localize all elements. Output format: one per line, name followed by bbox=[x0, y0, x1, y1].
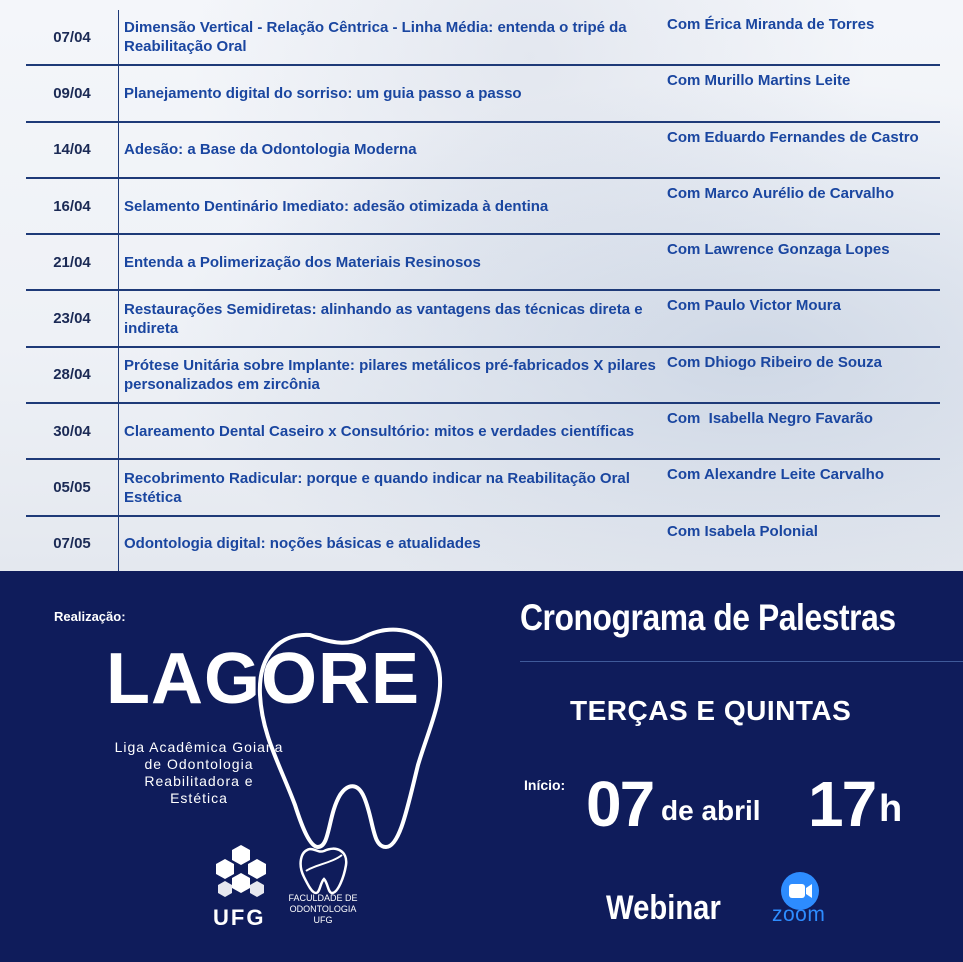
lecture-title: Restaurações Semidiretas: alinhando as vantagens das técnicas direta e indireta bbox=[124, 300, 643, 337]
lecture-title: Dimensão Vertical - Relação Cêntrica - Linha Média: entenda o tripé da Reabilitação Oral bbox=[124, 19, 627, 56]
table-row bbox=[26, 348, 940, 404]
lecture-date: 23/04 bbox=[26, 291, 119, 345]
lecture-date: 16/04 bbox=[26, 179, 119, 233]
faculdade-tooth-icon bbox=[294, 841, 352, 897]
lecture-speaker: Com Eduardo Fernandes de Castro bbox=[667, 128, 919, 146]
ufg-logo-text: UFG bbox=[213, 905, 266, 930]
table-row bbox=[26, 123, 940, 179]
page-title: Cronograma de Palestras bbox=[520, 597, 896, 638]
liga-line: Reabilitadora e bbox=[144, 773, 254, 789]
platform-label: Webinar bbox=[606, 889, 721, 927]
liga-line: de Odontologia bbox=[144, 756, 254, 772]
liga-line: Estética bbox=[170, 790, 228, 806]
table-row bbox=[26, 235, 940, 291]
schedule-table bbox=[26, 10, 940, 571]
table-row bbox=[26, 179, 940, 235]
lecture-speaker: Com Dhiogo Ribeiro de Souza bbox=[667, 353, 883, 371]
lecture-date: 21/04 bbox=[26, 235, 119, 289]
lecture-speaker: Com Alexandre Leite Carvalho bbox=[667, 466, 885, 484]
lecture-title: Clareamento Dental Caseiro x Consultório: mitos e verdades científicas bbox=[124, 422, 635, 440]
lecture-speaker: Com Murillo Martins Leite bbox=[667, 72, 851, 90]
faculdade-line: FACULDADE DE bbox=[288, 893, 358, 903]
lecture-date: 05/05 bbox=[26, 460, 119, 514]
lecture-date: 07/05 bbox=[26, 517, 119, 571]
lecture-date: 07/04 bbox=[26, 10, 119, 64]
zoom-logo-text: zoom bbox=[772, 903, 826, 926]
lecture-speaker: Com Lawrence Gonzaga Lopes bbox=[667, 241, 890, 259]
lecture-speaker: Com Isabela Polonial bbox=[667, 522, 818, 540]
lecture-date: 14/04 bbox=[26, 123, 119, 177]
lagore-logo-text: LAGORE bbox=[106, 639, 421, 719]
days-label: TERÇAS E QUINTAS bbox=[570, 695, 852, 726]
start-month: de abril bbox=[661, 795, 761, 826]
liga-description bbox=[104, 739, 294, 807]
lecture-speaker: Com Paulo Victor Moura bbox=[667, 297, 841, 315]
lecture-title: Recobrimento Radicular: porque e quando indicar na Reabilitação Oral Estética bbox=[124, 469, 630, 506]
start-hour: 17 bbox=[808, 768, 876, 840]
table-row bbox=[26, 10, 940, 66]
footer-banner bbox=[0, 571, 963, 962]
divider bbox=[520, 661, 963, 662]
lecture-speaker: Com Érica Miranda de Torres bbox=[667, 16, 875, 33]
lecture-title: Entenda a Polimerização dos Materiais Resinosos bbox=[124, 253, 481, 271]
faculdade-line: UFG bbox=[313, 915, 333, 925]
lecture-date: 09/04 bbox=[26, 66, 119, 120]
lecture-title: Selamento Dentinário Imediato: adesão otimizada à dentina bbox=[124, 197, 549, 215]
start-label: Início: bbox=[524, 777, 566, 793]
table-row bbox=[26, 291, 940, 347]
hour-unit: h bbox=[879, 788, 903, 830]
lecture-title: Odontologia digital: noções básicas e atualidades bbox=[124, 535, 481, 553]
faculdade-line: ODONTOLOGIA bbox=[289, 904, 357, 914]
realizacao-label: Realização: bbox=[54, 609, 126, 624]
faculdade-text bbox=[283, 893, 363, 926]
table-row bbox=[26, 66, 940, 122]
liga-line: Liga Acadêmica Goiana bbox=[114, 739, 284, 755]
table-row bbox=[26, 517, 940, 571]
lecture-title: Planejamento digital do sorriso: um guia passo a passo bbox=[124, 84, 522, 102]
lecture-speaker: Com Marco Aurélio de Carvalho bbox=[667, 184, 894, 202]
start-day: 07 bbox=[586, 768, 654, 840]
ufg-hexagons-icon bbox=[212, 843, 270, 901]
lecture-date: 28/04 bbox=[26, 348, 119, 402]
table-row bbox=[26, 460, 940, 516]
table-row bbox=[26, 404, 940, 460]
lecture-speaker: Com Isabella Negro Favarão bbox=[667, 410, 873, 428]
lecture-date: 30/04 bbox=[26, 404, 119, 458]
lecture-title: Adesão: a Base da Odontologia Moderna bbox=[124, 141, 417, 159]
lecture-title: Prótese Unitária sobre Implante: pilares metálicos pré-fabricados X pilares personalizados em zircônia bbox=[124, 356, 656, 393]
